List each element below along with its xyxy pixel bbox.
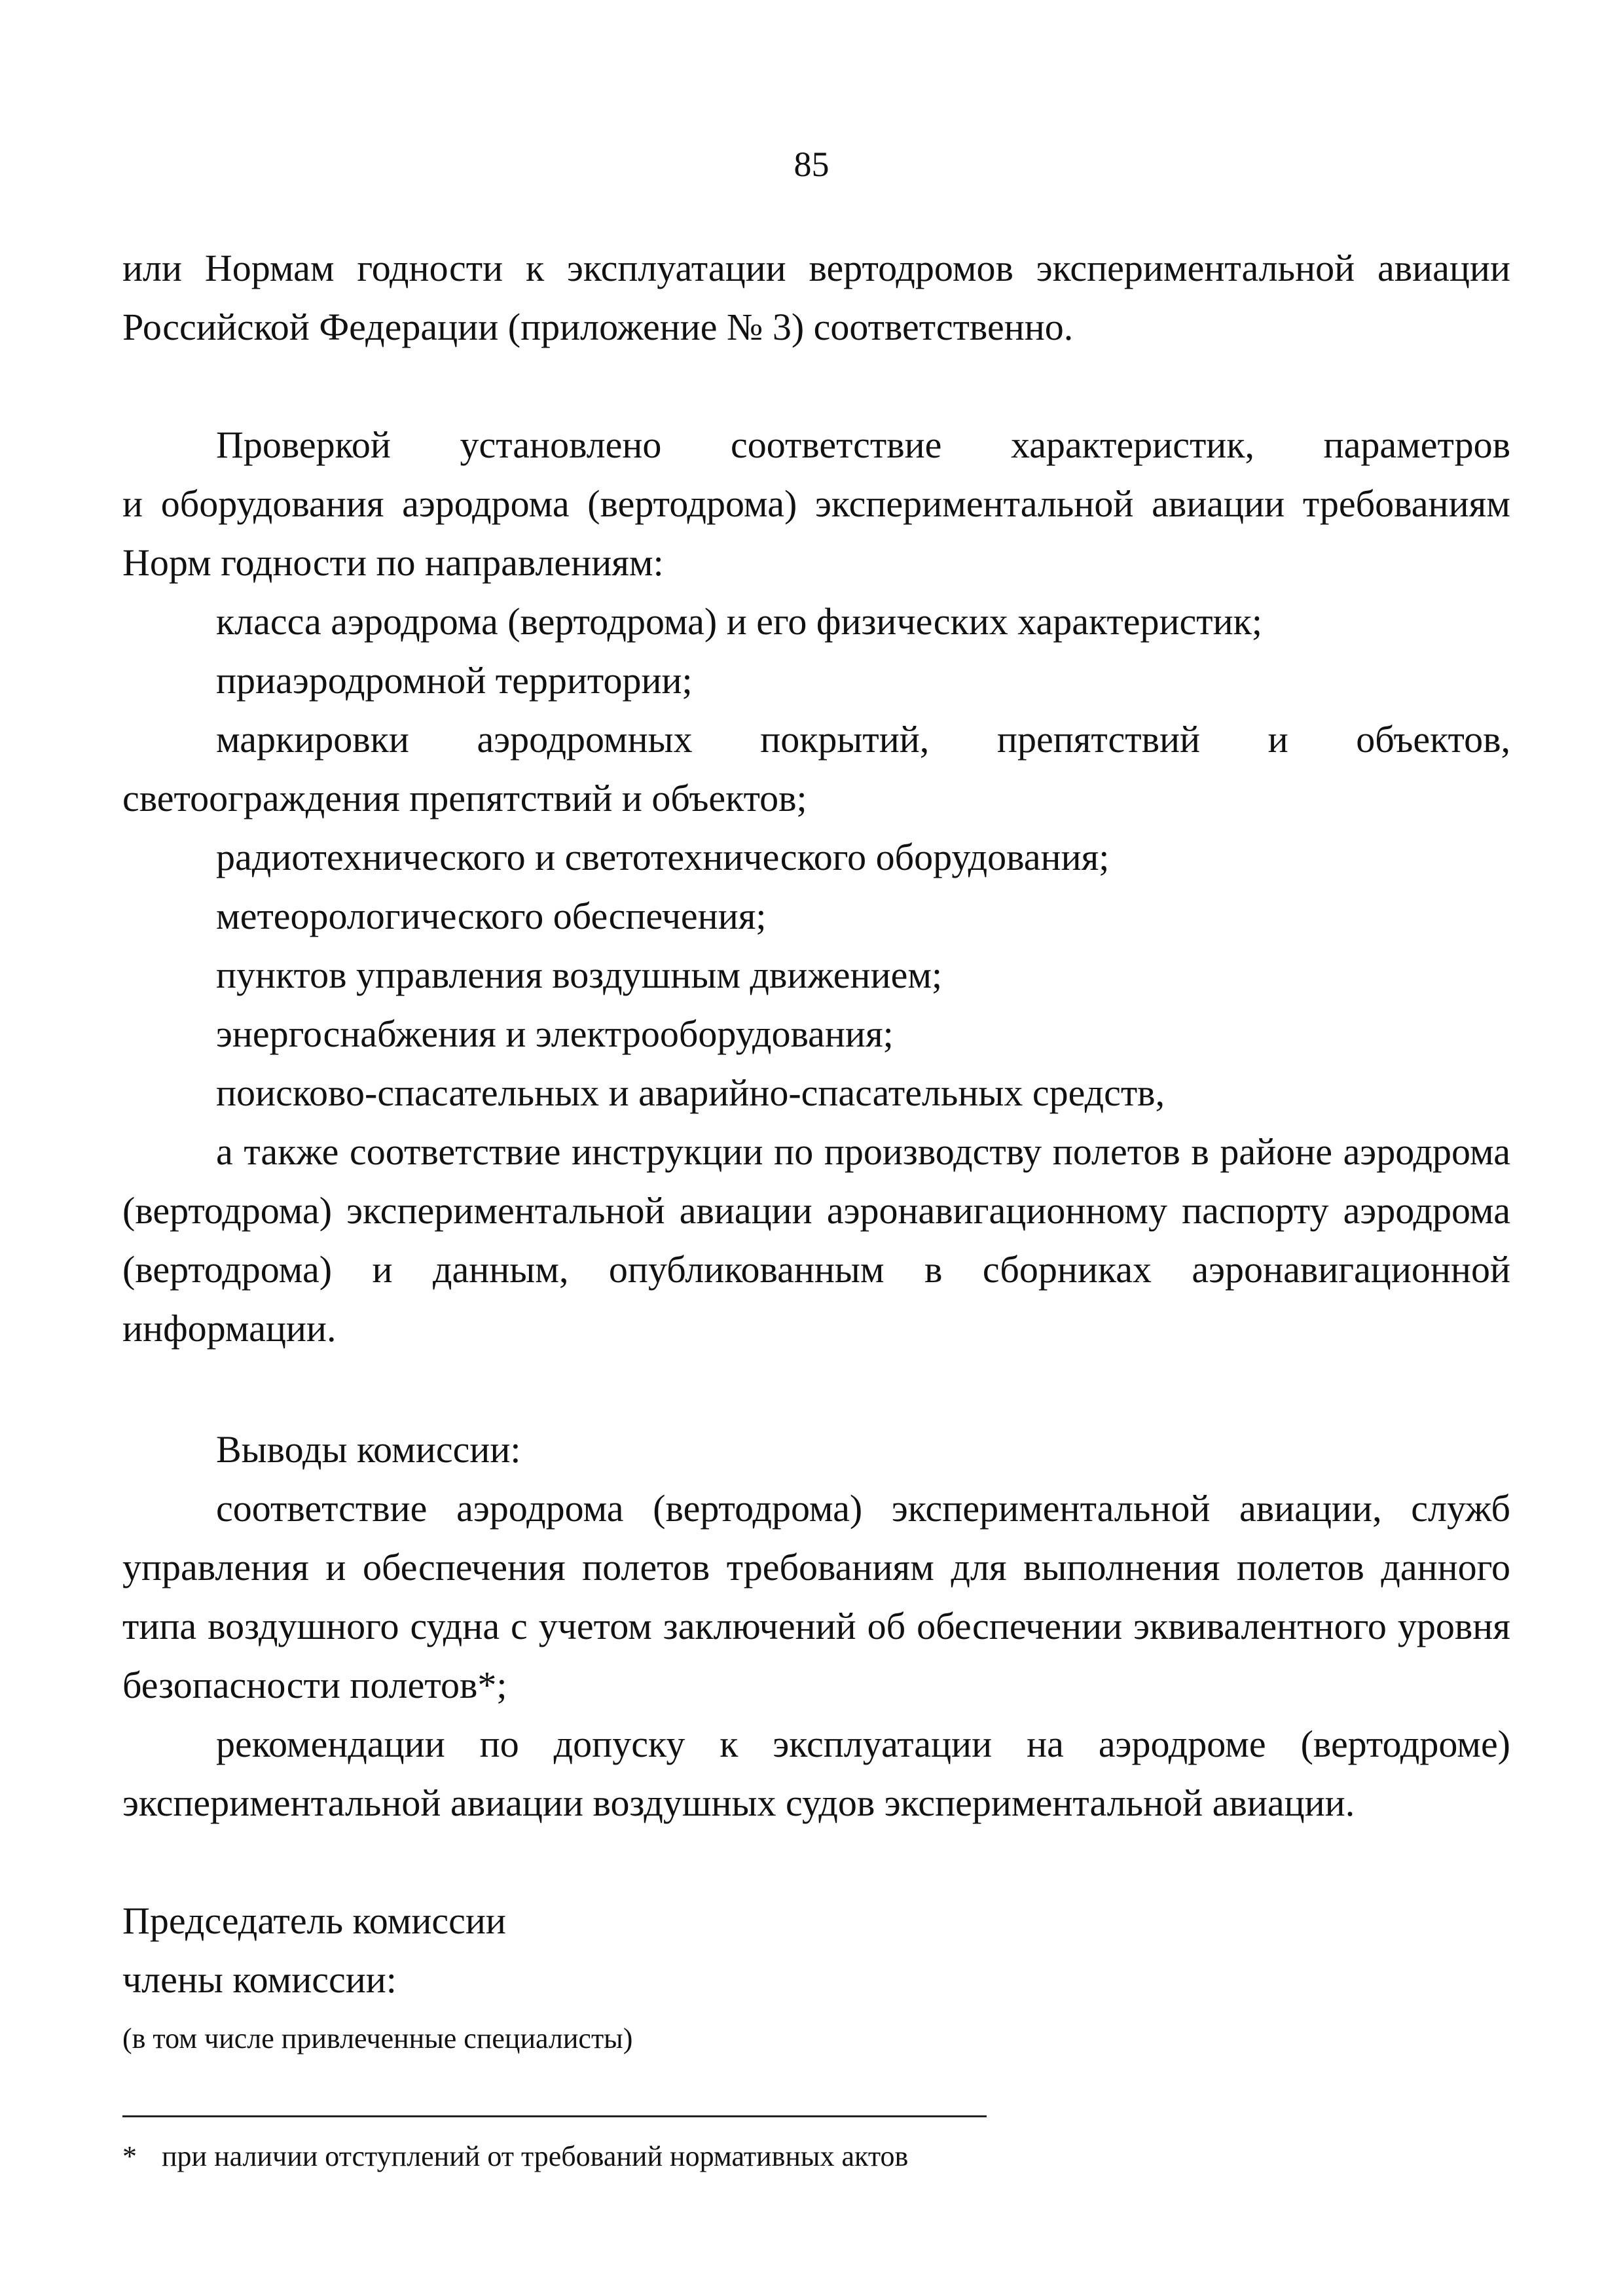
footnote-separator — [122, 2115, 987, 2117]
also-line-4: информации. — [122, 1307, 337, 1350]
conformity-line-4: безопасности полетов*; — [122, 1664, 507, 1706]
direction-rescue: поисково-спасательных и аварийно-спасательных средств, — [216, 1071, 1165, 1114]
also-line-1: а также соответствие инструкции по производству полетов в районе аэродрома — [216, 1130, 1510, 1173]
recommendation-line-2: экспериментальной авиации воздушных судов экспериментальной авиации. — [122, 1782, 1355, 1824]
intro-line-2: Российской Федерации (приложение № 3) соответственно. — [122, 306, 1074, 348]
chairman-label: Председатель комиссии — [122, 1899, 506, 1942]
check-line-1: Проверкой установлено соответствие характеристик, параметров — [216, 423, 1510, 466]
direction-marking-line-2: светоограждения препятствий и объектов; — [122, 777, 807, 819]
intro-line-1: или Нормам годности к эксплуатации вертодромов экспериментальной авиации — [122, 247, 1510, 289]
direction-radio: радиотехнического и светотехнического оборудования; — [216, 836, 1110, 878]
also-line-3: (вертодрома) и данным, опубликованным в сборниках аэронавигационной — [122, 1248, 1510, 1291]
conformity-line-3: типа воздушного судна с учетом заключений об обеспечении эквивалентного уровня — [122, 1605, 1510, 1647]
page-number: 85 — [793, 145, 830, 184]
direction-marking-line-1: маркировки аэродромных покрытий, препятствий и объектов, — [216, 718, 1510, 761]
footnote-marker: * — [122, 2140, 137, 2172]
specialists-note: (в том числе привлеченные специалисты) — [122, 2022, 633, 2054]
conformity-line-1: соответствие аэродрома (вертодрома) экспериментальной авиации, служб — [216, 1487, 1510, 1530]
conclusions-heading: Выводы комиссии: — [216, 1428, 521, 1471]
direction-energy: энергоснабжения и электрооборудования; — [216, 1013, 894, 1055]
conformity-line-2: управления и обеспечения полетов требованиям для выполнения полетов данного — [122, 1546, 1510, 1588]
footnote-text: при наличии отступлений от требований нормативных актов — [162, 2140, 909, 2172]
recommendation-line-1: рекомендации по допуску к эксплуатации на аэродроме (вертодроме) — [216, 1723, 1510, 1765]
members-label: члены комиссии: — [122, 1958, 397, 2001]
direction-meteo: метеорологического обеспечения; — [216, 895, 767, 937]
check-line-2: и оборудования аэродрома (вертодрома) экспериментальной авиации требованиям — [122, 482, 1510, 525]
footnote — [122, 2137, 908, 2176]
also-line-2: (вертодрома) экспериментальной авиации аэронавигационному паспорту аэродрома — [122, 1189, 1510, 1232]
check-line-3: Норм годности по направлениям: — [122, 541, 664, 584]
direction-atc: пунктов управления воздушным движением; — [216, 954, 943, 996]
direction-class: класса аэродрома (вертодрома) и его физических характеристик; — [216, 600, 1262, 643]
direction-territory: приаэродромной территории; — [216, 659, 693, 702]
